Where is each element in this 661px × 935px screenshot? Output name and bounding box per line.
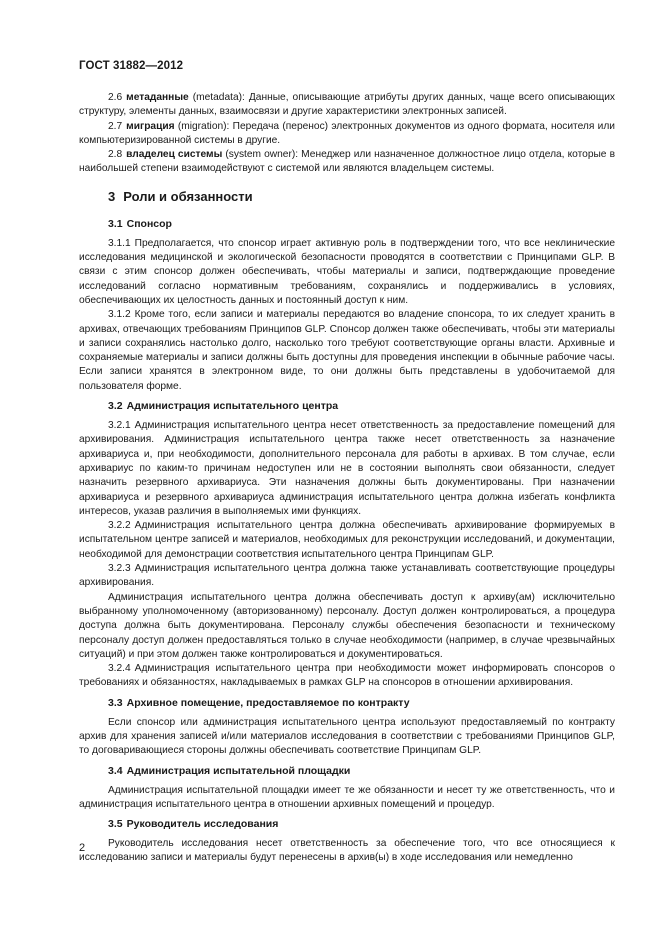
paragraph-3-2-4: [79, 662, 615, 691]
paragraph-3-2-3: [79, 562, 615, 591]
definition-2-8: [79, 148, 615, 177]
paragraph-3-1-2: [79, 308, 615, 394]
definition-text: (migration): Передача (перенос) электронных документов из одного формата, носителя или компьютеризированной системы в другие.: [79, 120, 615, 146]
subsection-title: Спонсор: [126, 217, 172, 230]
paragraph-text: Если спонсор или администрация испытательного центра используют предоставляемый по контракту архив для хранения записей и/или материалов исследования в соответствии с требованиями Принципов GLP, то договаривающиеся стороны должны обеспечивать соответствие Принципам GLP.: [79, 716, 615, 757]
definition-2-7: [79, 120, 615, 149]
subsection-number: 3.5: [108, 818, 123, 831]
subsection-3-4-heading: [108, 764, 615, 778]
paragraph-text: Предполагается, что спонсор играет активную роль в подтверждении того, что все неклинические исследования медицинской и экологической безопасности проводятся в соответствии с Принципами GLP. В связи с этим спонсор должен обеспечивать, чтобы материалы и записи, подтверждающие проведение исследований согласно нормативным требованиям, сохранялись и поддерживались в условиях, обеспечивающих их целостность данных и постоянный доступ к ним.: [79, 237, 615, 306]
subsection-number: 3.4: [108, 764, 123, 777]
paragraph-text: Руководитель исследования несет ответственность за обеспечение того, что все относящиеся к исследованию записи и материалы будут перенесены в архив(ы) в ходе исследования или немедленно: [79, 838, 615, 864]
definition-text: (metadata): Данные, описывающие атрибуты других данных, чаще всего описывающих структуру, элементы данных, взаимосвязи и другие характеристики электронных записей.: [79, 92, 615, 118]
subsection-number: 3.2: [108, 400, 123, 413]
definition-text: (system owner): Менеджер или назначенное должностное лицо отдела, которые в наибольшей степени взаимодействуют с системой или являются владельцем системы.: [79, 149, 615, 175]
defined-term: миграция: [126, 120, 175, 132]
clause-number: 3.1.1: [108, 237, 131, 249]
subsection-title: Архивное помещение, предоставляемое по контракту: [126, 696, 410, 709]
paragraph-3-1-1: [79, 237, 615, 308]
paragraph-text: Администрация испытательной площадки имеет те же обязанности и несет ту же ответственность, что и администрация испытательного центра в отношении архивных помещений и процедур.: [79, 784, 615, 810]
paragraph-3-2-1: [79, 419, 615, 519]
clause-number: 3.2.1: [108, 420, 131, 432]
paragraph-text: Администрация испытательного центра несет ответственность за предоставление помещений для архивирования. Администрация испытательного центра также несет ответственность за назначение архивариуса и, при необходимости, дополнительного персонала для работы в архивах. В том случае, если архивариус по каким-то причинам недоступен или не в состоянии выполнять свои обязанности, следует назначить резервного архивариуса. Эти назначения должны быть документированы. При назначении архивариуса и резервного архивариуса администрация испытательного центра должна избегать конфликта интересов, указав различия в выполняемых ими функциях.: [79, 420, 615, 517]
paragraph-text: Администрация испытательного центра при необходимости может информировать спонсоров о требованиях и обязанностях, накладываемых в рамках GLP на спонсоров в отношении архивирования.: [79, 663, 615, 689]
subsection-3-3-heading: [108, 696, 615, 710]
clause-number: 2.7: [108, 120, 123, 132]
paragraph-text: Кроме того, если записи и материалы передаются во владение спонсора, то их следует хранить в архивах, отвечающих требованиям Принципов GLP. Спонсор должен также обеспечивать, чтобы эти материалы и записи сохранялись настолько долго, насколько того требуют соответствующие органы власти. Архивные и сохраняемые материалы и записи должны быть доступны для проведения инспекции в обычные рабочие часы. Если записи хранятся в электронном виде, то они должны быть представлены в удобочитаемой для пользователя форме.: [79, 309, 615, 392]
page-number: 2: [79, 842, 86, 854]
subsection-title: Администрация испытательной площадки: [126, 764, 351, 777]
clause-number: 3.1.2: [108, 309, 131, 321]
clause-number: 2.8: [108, 149, 123, 161]
defined-term: метаданные: [126, 92, 189, 103]
clause-number: 3.2.2: [108, 520, 131, 532]
paragraph-text: Администрация испытательного центра должна обеспечивать архивирование формируемых в испытательном центре записей и материалов, необходимых для реконструкции исследований, и документации, необходимой для демонстрации соответствия испытательного центра Принципам GLP.: [79, 520, 615, 560]
definition-2-6: [79, 91, 615, 120]
subsection-title: Руководитель исследования: [126, 818, 279, 831]
subsection-number: 3.1: [108, 217, 123, 230]
subsection-title: Администрация испытательного центра: [126, 400, 339, 413]
paragraph-3-2-2: [79, 519, 615, 562]
paragraph-3-4: [79, 784, 615, 813]
paragraph-3-2-3-continued: [79, 591, 615, 662]
paragraph-text: Администрация испытательного центра должна также устанавливать соответствующие процедуры архивирования.: [79, 563, 615, 589]
section-title: Роли и обязанности: [123, 188, 253, 204]
section-number: 3: [108, 188, 116, 204]
clause-number: 3.2.4: [108, 663, 131, 675]
clause-number: 3.2.3: [108, 563, 131, 575]
subsection-3-5-heading: [108, 817, 615, 831]
clause-number: 2.6: [108, 92, 123, 103]
paragraph-3-3: [79, 716, 615, 759]
document-header: ГОСТ 31882—2012: [79, 60, 184, 72]
document-body: [79, 91, 615, 866]
subsection-number: 3.3: [108, 696, 123, 709]
section-3-heading: [108, 189, 615, 205]
defined-term: владелец системы: [126, 149, 223, 161]
subsection-3-1-heading: [108, 217, 615, 231]
paragraph-3-5: [79, 837, 615, 866]
paragraph-text: Администрация испытательного центра должна обеспечивать доступ к архиву(ам) исключительно выбранному уполномоченному (авторизованному) персоналу. Доступ должен контролироваться, а процедура доступа должна быть документирована. Персоналу службы обеспечения безопасности и техническому персоналу доступ должен предоставляться только в случае необходимости (например, в случае чрезвычайных ситуаций) и при этом должен также контролироваться и документироваться.: [79, 591, 615, 660]
subsection-3-2-heading: [108, 399, 615, 413]
